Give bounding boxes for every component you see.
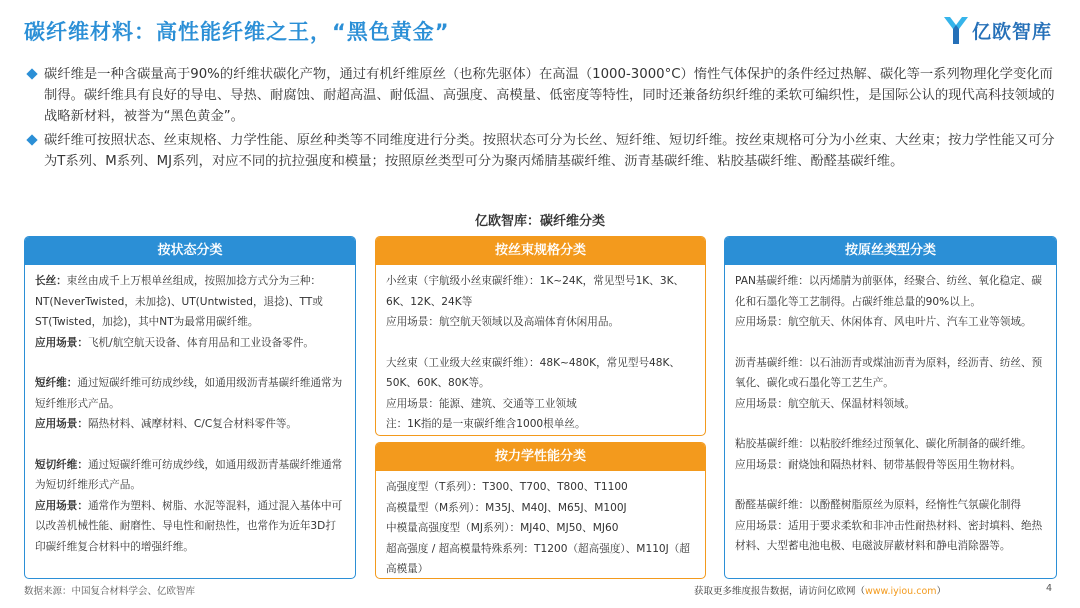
list-item: 应用场景：航空航天、保温材料领域。: [735, 397, 916, 410]
panel-by-state: [24, 236, 356, 579]
panel-body: [376, 471, 705, 579]
page-title: 碳纤维材料：高性能纤维之王，“黑色黄金”: [24, 20, 450, 44]
panel-by-precursor: [724, 236, 1057, 579]
list-item: 沥青基碳纤维：以石油沥青或煤油沥青为原料，经沥青、纺丝、预氧化、碳化或石墨化等工艺生产。: [735, 356, 1043, 389]
panel-header: 按状态分类: [25, 237, 355, 265]
yiou-logo-icon: [942, 14, 970, 46]
panel-body: [25, 265, 355, 563]
list-item: 短纤维：通过短碳纤维可纺成纱线，如通用级沥青基碳纤维通常为短纤维形式产品。: [35, 377, 343, 410]
bullet-item: [26, 130, 1056, 172]
panel-by-tow: [375, 236, 706, 436]
bullet-text: 碳纤维是一种含碳量高于90%的纤维状碳化产物，通过有机纤维原丝（也称先驱体）在高温（1000-3000°C）惰性气体保护的条件经过热解、碳化等一系列物理化学变化而制得。碳纤维具有良好的导电、导热、耐腐蚀、耐超高温、耐低温、高强度、高模量、低密度等特性，同时还兼备纺织纤维的柔软可编织性，是国际公认的现代高科技领域的战略新材料，被誉为“黑色黄金”。: [44, 67, 1055, 124]
panel-body: [725, 265, 1056, 563]
list-item: 短切纤维：通过短碳纤维可纺成纱线，如通用级沥青基碳纤维通常为短切纤维形式产品。: [35, 458, 343, 491]
bullet-text: 碳纤维可按照状态、丝束规格、力学性能、原丝种类等不同维度进行分类。按照状态可分为长丝、短纤维、短切纤维。按丝束规格可分为小丝束、大丝束；按力学性能又可分为T系列、M系列、MJ系列，对应不同的抗拉强度和模量；按照原丝类型可分为聚丙烯腈基碳纤维、沥青基碳纤维、粘胶基碳纤维、酚醛基碳纤维。: [44, 133, 1055, 169]
section-title: 亿欧智库：碳纤维分类: [474, 214, 605, 229]
list-item: 应用场景：飞机/航空航天设备、体育用品和工业设备零件。: [35, 336, 315, 349]
diamond-bullet-icon: [26, 68, 37, 79]
list-item: 高模量型（M系列）：M35J、M40J、M65J、M100J: [386, 501, 627, 514]
panel-header: 按丝束规格分类: [376, 237, 705, 265]
footer-source: 数据来源：中国复合材料学会、亿欧智库: [24, 586, 196, 597]
list-item: PAN基碳纤维：以丙烯腈为前驱体，经聚合、纺丝、氧化稳定、碳化和石墨化等工艺制得。占碳纤维总量的90%以上。: [735, 275, 1042, 308]
list-item: 应用场景：航空航天领域以及高端体育休闲用品。: [386, 316, 620, 328]
list-item: 应用场景：航空航天、休闲体育、风电叶片、汽车工业等领域。: [735, 316, 1032, 328]
logo: [942, 12, 1062, 48]
logo-text: 亿欧智库: [972, 21, 1053, 43]
list-item: 注：1K指的是一束碳纤维含1000根单丝。: [386, 418, 586, 430]
list-item: 大丝束（工业级大丝束碳纤维）：48K~480K，常见型号48K、50K、60K、80K等。: [386, 356, 681, 389]
list-item: 小丝束（宇航级小丝束碳纤维）：1K~24K，常见型号1K、3K、6K、12K、24K等: [386, 275, 685, 308]
bullet-item: [26, 64, 1056, 127]
list-item: 粘胶基碳纤维：以粘胶纤维经过预氧化、碳化所制备的碳纤维。: [735, 438, 1032, 450]
list-item: 应用场景：隔热材料、减摩材料、C/C复合材料零件等。: [35, 418, 298, 430]
list-item: 中模量高强度型（MJ系列）：MJ40、MJ50、MJ60: [386, 522, 619, 534]
list-item: 应用场景：适用于要求柔软和非冲击性耐热材料、密封填料、绝热材料、大型蓄电池电极、电磁波屏蔽材料和静电消除器等。: [735, 519, 1043, 552]
list-item: 应用场景：耐烧蚀和隔热材料、韧带基假骨等医用生物材料。: [735, 458, 1022, 471]
panel-header: 按力学性能分类: [376, 443, 705, 471]
page-number: 4: [1046, 583, 1053, 594]
list-item: 应用场景：能源、建筑、交通等工业领域: [386, 397, 577, 410]
list-item: 高强度型（T系列）：T300、T700、T800、T1100: [386, 481, 628, 493]
footer-more-info: 获取更多维度报告数据，请访问亿欧网（www.iyiou.com）: [694, 586, 947, 597]
intro-bullets: [26, 64, 1056, 175]
website-link[interactable]: www.iyiou.com: [865, 586, 937, 597]
panel-header: 按原丝类型分类: [725, 237, 1056, 265]
list-item: 应用场景：通常作为塑料、树脂、水泥等混料，通过混入基体中可以改善机械性能、耐磨性、导电性和耐热性，也常作为近年3D打印碳纤维复合材料中的增强纤维。: [35, 499, 343, 553]
diamond-bullet-icon: [26, 134, 37, 145]
panel-by-mechanical: [375, 442, 706, 579]
list-item: 超高强度 / 超高模量特殊系列：T1200（超高强度）、M110J（超高模量）: [386, 542, 690, 575]
list-item: 长丝：束丝由成千上万根单丝组成，按照加捻方式分为三种：NT(NeverTwisted，未加捻)、UT(Untwisted，退捻)、TT或ST(Twisted，加捻)，其中NT为最常用碳纤维。: [35, 275, 323, 328]
list-item: 酚醛基碳纤维：以酚醛树脂原丝为原料，经惰性气氛碳化制得: [735, 499, 1022, 511]
panel-body: [376, 265, 705, 436]
